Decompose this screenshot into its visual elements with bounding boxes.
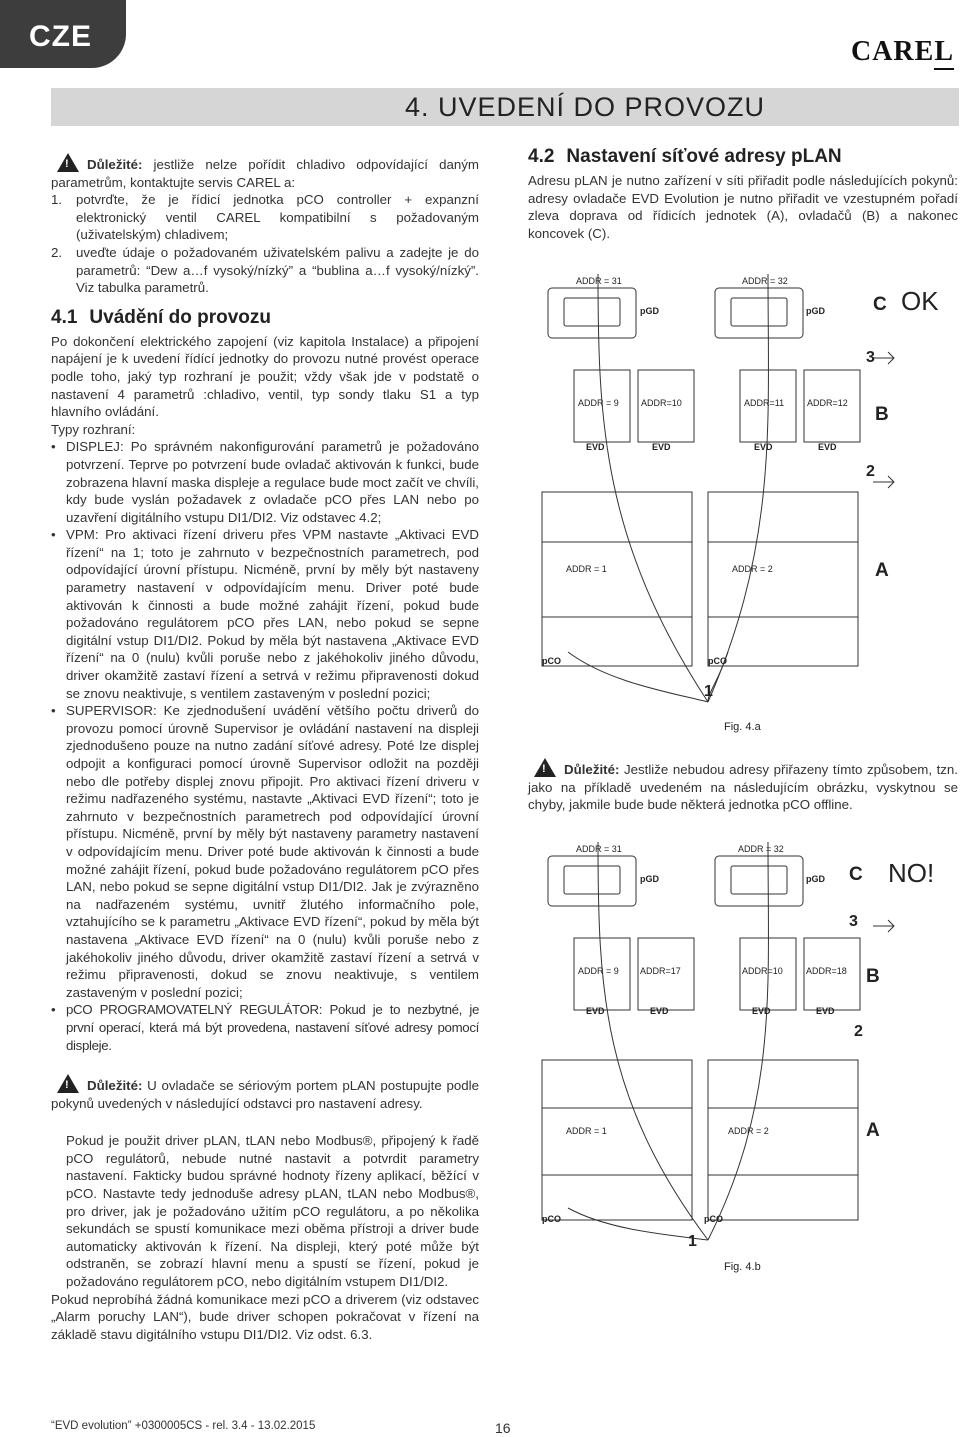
evd-label: EVD xyxy=(816,1006,835,1016)
pco-label: pCO xyxy=(704,1214,723,1224)
list-item xyxy=(51,1001,479,1054)
label-a: A xyxy=(866,1120,880,1141)
pgd-terminal xyxy=(548,856,636,906)
pgd-screen xyxy=(564,298,620,326)
section-4-2-heading xyxy=(528,146,958,168)
section-title: Nastavení síťové adresy pLAN xyxy=(566,146,842,167)
evd-label: EVD xyxy=(818,442,837,452)
evd-address-label: ADDR = 9 xyxy=(578,966,619,976)
pgd-terminal xyxy=(548,288,636,338)
commissioning-paragraph: Po dokončení elektrického zapojení (viz kapitola Instalace) a připojení napájení je k uvedení řídící jednotky do provozu nutné provést operace podle toho, jaký typ rozhraní je použit; vždy však jde v podstatě o nastavení 4 parametrů :chladivo, ventil, typ sondy tlaku S1 a typ hlavního ovládání. xyxy=(51,333,479,420)
pgd-address-label: ADDR = 32 xyxy=(742,276,788,286)
list-item xyxy=(51,244,479,297)
label-b: B xyxy=(866,966,880,987)
status-no: NO! xyxy=(888,858,935,888)
page-number: 16 xyxy=(495,1420,511,1436)
label-3: 3 xyxy=(866,349,875,366)
pgd-label: pGD xyxy=(806,874,825,884)
list-item xyxy=(51,438,479,526)
bullet-text: Po správném nakonfigurování parametrů je požadováno potvrzení. Teprve po potvrzení bude ovladač aktivován k funkci, bude zobrazena hlavní maska displeje a regulace bude moct začít ve chvíli, kdy bude vyslán požadavek z ovladače pCO přes LAN nebo po uzavření digitálního vstupu DI1/DI2. Viz odstavec 4.2; xyxy=(66,439,479,525)
warning-paragraph-1 xyxy=(51,153,479,191)
pgd-screen xyxy=(564,866,620,894)
pco-controller xyxy=(542,1060,692,1220)
list-item xyxy=(51,191,479,244)
bullet-text: Pokud je to nezbytné, je první operací, která má být provedena, nastavení síťové adresy pomocí displeje. xyxy=(66,1002,479,1053)
right-column xyxy=(528,146,958,242)
bullet-text: Ke zjednodušení uvádění většího počtu driverů do provozu pomocí úrovně Supervisor je ovládání nastavení na displeji zjednodušeno pouze na nutno zadání síťové adresy. Poté lze displej odpojit a konfiguraci pomocí úrovně Supervisor odložit na později nebo dle potřeby displej znovu připojit. Pro aktivaci řízení driveru v režimu nadřazeného systému, nastavte „Aktivaci EVD řízení“; toto je zahrnuto v bezpečnostních parametrech pod odpovídající úrovní přístupu. Nicméně, první by měly být nastaveny parametry nastavení v odpovídajícím menu. Driver poté bude aktivován k činnosti a bude možné zahájit řízení, pokud bude požadováno regulátorem pCO přes LAN, nebo pokud se sepne digitální vstup DI1/DI2. Jak je zvýrazněno na nadřazeném systému, uvnitř žlutého informačního pole, vztahujícího se k parametru „Aktivace EVD řízení“, pokud by měla být nastavena „Aktivace EVD řízení“ na 0 (nulu) kvůli poruše nebo z jakéhokoliv jiného důvodu, driver okamžitě zastaví řízení a setrvá v režimu připravenosti, dokud se znovu neaktivuje, s ventilem zastaveným v poslední pozici; xyxy=(66,703,479,1000)
logo-underline xyxy=(934,68,954,70)
pco-label: pCO xyxy=(542,1214,561,1224)
address-paragraph: Adresu pLAN je nutno zařízení v síti přiřadit podle následujících pokynů: adresy ovladače EVD Evolution je nutno přiřadit ve vzestupném pořadí zleva doprava od řídicích jednotek (A), ovladačů (B) a nakonec koncovek (C). xyxy=(528,173,958,241)
pgd-screen xyxy=(731,866,787,894)
label-c: C xyxy=(849,864,863,885)
pgd-address-label: ADDR = 31 xyxy=(576,276,622,286)
list-number: 2. xyxy=(51,244,63,260)
pgd-label: pGD xyxy=(640,306,659,316)
diagram-fig-4a xyxy=(528,262,958,742)
chapter-title: 4. UVEDENÍ DO PROVOZU xyxy=(404,92,766,122)
evd-label: EVD xyxy=(650,1006,669,1016)
section-4-1-heading xyxy=(51,307,479,329)
evd-label: EVD xyxy=(754,442,773,452)
bullet-label: VPM: xyxy=(66,527,99,543)
pco-controller xyxy=(708,492,858,666)
pgd-address-label: ADDR = 31 xyxy=(576,844,622,854)
pgd-label: pGD xyxy=(640,874,659,884)
chapter-banner xyxy=(51,88,959,126)
label-c: C xyxy=(873,294,887,315)
pco-address-label: ADDR = 1 xyxy=(566,1126,607,1136)
warning-label: Důležité: xyxy=(564,762,620,777)
pco-label: pCO xyxy=(708,656,727,666)
plan-driver-paragraph: Pokud je použit driver pLAN, tLAN nebo Modbus®, připojený k řadě pCO regulátorů, nebude nutné nastavit a potvrdit parametry nastavení. Fakticky budou správné hodnoty řízeny aplikací, běžící v pCO. Nastavte tedy jednoduše adresy pLAN, tLAN nebo Modbus®, pro driver, jak je požadováno užitím pCO regulátoru, a po několika sekundách se spustí komunikace mezi oběma přístroji a driver bude automaticky aktivován k řízení. Na displeji, který poté může být odstraněn, se zobrazí hlavní menu a spustí se řízení, pokud je požadováno regulátorem pCO, nebo digitálním vstupem DI1/DI2. xyxy=(66,1133,479,1290)
right-warning xyxy=(528,758,958,814)
pco-address-label: ADDR = 1 xyxy=(566,564,607,574)
list-item xyxy=(51,702,479,1001)
evd-address-label: ADDR=10 xyxy=(641,398,682,408)
evd-address-label: ADDR=12 xyxy=(807,398,848,408)
evd-label: EVD xyxy=(586,442,605,452)
pco-controller xyxy=(708,1060,858,1220)
pgd-terminal xyxy=(715,288,803,338)
evd-address-label: ADDR=10 xyxy=(742,966,783,976)
bullet-text: Pro aktivaci řízení driveru přes VPM nastavte „Aktivaci EVD řízení“ na 1; toto je zahrnuto v bezpečnostních parametrech, pod odpovídající úrovní přístupu. Nicméně, první by měly být nastaveny parametry nastavení v odpovídajícím menu. Driver poté bude aktivován k činnosti a bude možné zahájit řízení, pokud bude požadováno regulátorem pCO přes LAN, nebo pokud se sepne digitální vstup DI1/DI2. Pokud by měla být nastavena „Aktivace EVD řízení“ na 0 (nulu) kvůli poruše nebo z jakéhokoliv jiného důvodu, driver okamžitě zastaví řízení a setrvá v režimu připravenosti dokud se znovu neaktivuje, s ventilem zastaveným v poslední pozici; xyxy=(66,527,479,701)
list-item xyxy=(51,526,479,702)
label-2: 2 xyxy=(854,1023,863,1040)
figure-caption: Fig. 4.b xyxy=(724,1261,761,1273)
evd-label: EVD xyxy=(652,442,671,452)
warning-icon xyxy=(57,1074,79,1093)
warning-text: U ovladače se sériovým portem pLAN postupujte podle pokynů uvedených v následující odstavci pro nastavení adresy. xyxy=(51,1078,479,1111)
bullet-label: pCO PROGRAMOVATELNÝ REGULÁTOR: xyxy=(66,1002,323,1018)
pgd-address-label: ADDR = 32 xyxy=(738,844,784,854)
label-2: 2 xyxy=(866,463,875,480)
language-tab: CZE xyxy=(0,0,126,68)
left-column xyxy=(51,153,479,1343)
warning-paragraph-3 xyxy=(528,758,958,814)
warning-paragraph-2 xyxy=(51,1074,479,1112)
warning-label: Důležité: xyxy=(87,1078,143,1094)
warning-icon xyxy=(57,153,79,172)
status-ok: OK xyxy=(901,286,939,316)
evd-address-label: ADDR=11 xyxy=(744,398,785,408)
label-1: 1 xyxy=(688,1233,697,1250)
pgd-label: pGD xyxy=(806,306,825,316)
section-number: 4.2 xyxy=(528,146,555,167)
pgd-terminal xyxy=(715,856,803,906)
evd-address-label: ADDR=18 xyxy=(806,966,847,976)
section-number: 4.1 xyxy=(51,306,78,328)
pco-address-label: ADDR = 2 xyxy=(728,1126,769,1136)
figure-caption: Fig. 4.a xyxy=(724,721,761,733)
label-b: B xyxy=(875,404,889,425)
footer-document-id: “EVD evolution” +0300005CS - rel. 3.4 - 13.02.2015 xyxy=(51,1420,316,1432)
label-a: A xyxy=(875,560,889,581)
bullet-label: DISPLEJ: xyxy=(66,439,124,455)
interface-list xyxy=(51,438,479,1054)
label-1: 1 xyxy=(704,683,713,700)
warning-label: Důležité: xyxy=(87,157,143,172)
list-text: uveďte údaje o požadovaném uživatelském palivu a zadejte je do parametrů: “Dew a…f vysoký/nízký” a “bublina a…f vysoký/nízký”. Viz tabulka parametrů. xyxy=(76,244,479,296)
interface-types-label: Typy rozhraní: xyxy=(51,421,136,437)
refrigerant-steps xyxy=(51,191,479,297)
section-title: Uvádění do provozu xyxy=(89,306,271,328)
warning-text: jestliže nelze pořídit chladivo odpovídající daným parametrům, kontaktujte servis CAREL a: xyxy=(51,157,479,190)
warning-text: Jestliže nebudou adresy přiřazeny tímto způsobem, tzn. jako na příkladě uvedeném na následujícím obrázku, vyskytnou se chyby, jakmile bude bude některá jednotka pCO offline. xyxy=(528,762,958,813)
pco-controller xyxy=(542,492,692,666)
evd-address-label: ADDR=17 xyxy=(640,966,681,976)
evd-address-label: ADDR = 9 xyxy=(578,398,619,408)
label-3: 3 xyxy=(849,913,858,930)
list-text: potvrďte, že je řídicí jednotka pCO controller + expanzní elektronický ventil CAREL kompatibilní s požadovaným (uživatelským) chladivem; xyxy=(76,192,479,243)
bullet-label: SUPERVISOR: xyxy=(66,703,157,719)
carel-logo: CAREL xyxy=(850,36,954,67)
evd-label: EVD xyxy=(586,1006,605,1016)
pgd-screen xyxy=(731,298,787,326)
pco-label: pCO xyxy=(542,656,561,666)
evd-label: EVD xyxy=(752,1006,771,1016)
warning-icon xyxy=(534,758,556,777)
no-communication-paragraph: Pokud neprobíhá žádná komunikace mezi pCO a driverem (viz odstavec „Alarm poruchy LAN“), bude driver schopen pokračovat v řízení na základě stavu digitálního vstupu DI1/DI2. Viz odst. 6.3. xyxy=(51,1291,479,1342)
list-number: 1. xyxy=(51,192,63,208)
diagram-fig-4b xyxy=(528,830,958,1280)
pco-address-label: ADDR = 2 xyxy=(732,564,773,574)
